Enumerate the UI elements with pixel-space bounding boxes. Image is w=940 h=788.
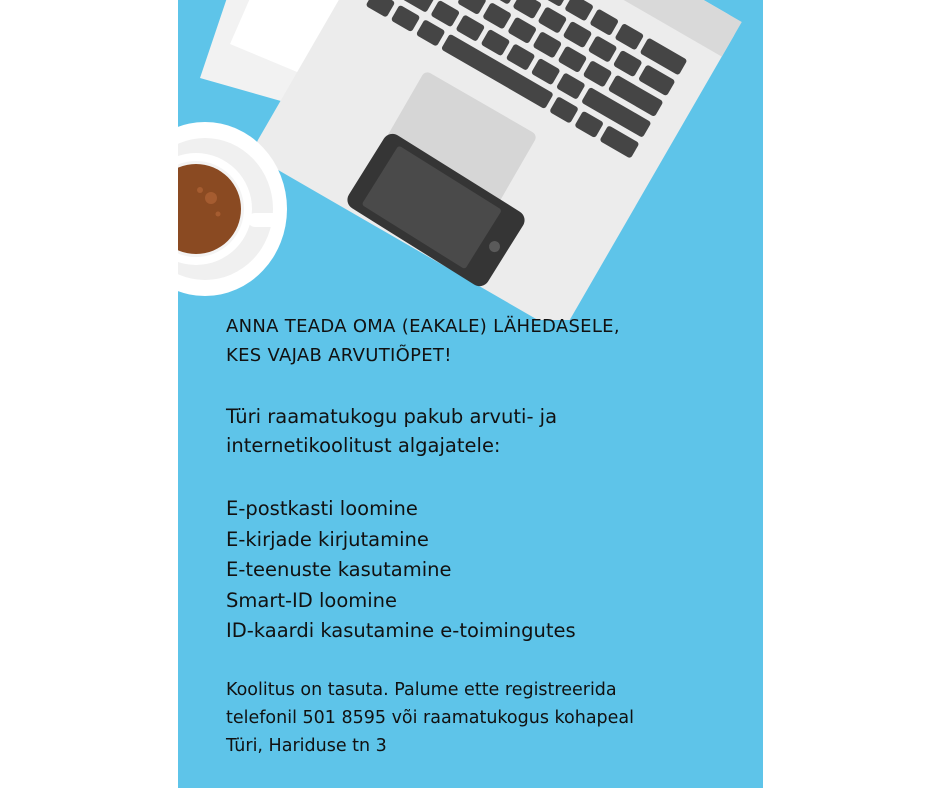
- footer-line-2: telefonil 501 8595 või raamatukogus kohapeal: [226, 708, 635, 728]
- headline-line-1: ANNA TEADA OMA (EAKALE) LÄHEDASELE,: [226, 316, 620, 337]
- footer-line-1: Koolitus on tasuta. Palume ette registreerida: [226, 680, 617, 700]
- registration-info: [226, 676, 634, 760]
- service-item: E-postkasti loomine: [226, 497, 418, 520]
- intro-text: [226, 402, 557, 460]
- service-item: ID-kaardi kasutamine e-toimingutes: [226, 619, 576, 642]
- headline-line-2: KES VAJAB ARVUTIÕPET!: [226, 345, 452, 366]
- laptop-icon: [250, 0, 742, 320]
- service-item: E-teenuste kasutamine: [226, 558, 452, 581]
- poster: [178, 0, 763, 788]
- services-list: [226, 494, 576, 647]
- intro-line-2: internetikoolitust algajatele:: [226, 434, 501, 457]
- desk-illustration: [178, 0, 763, 320]
- service-item: Smart-ID loomine: [226, 588, 398, 612]
- footer-line-3: Türi, Hariduse tn 3: [226, 736, 387, 756]
- intro-line-1: Türi raamatukogu pakub arvuti- ja: [226, 405, 558, 428]
- headline: [226, 312, 620, 370]
- service-item: E-kirjade kirjutamine: [226, 527, 429, 551]
